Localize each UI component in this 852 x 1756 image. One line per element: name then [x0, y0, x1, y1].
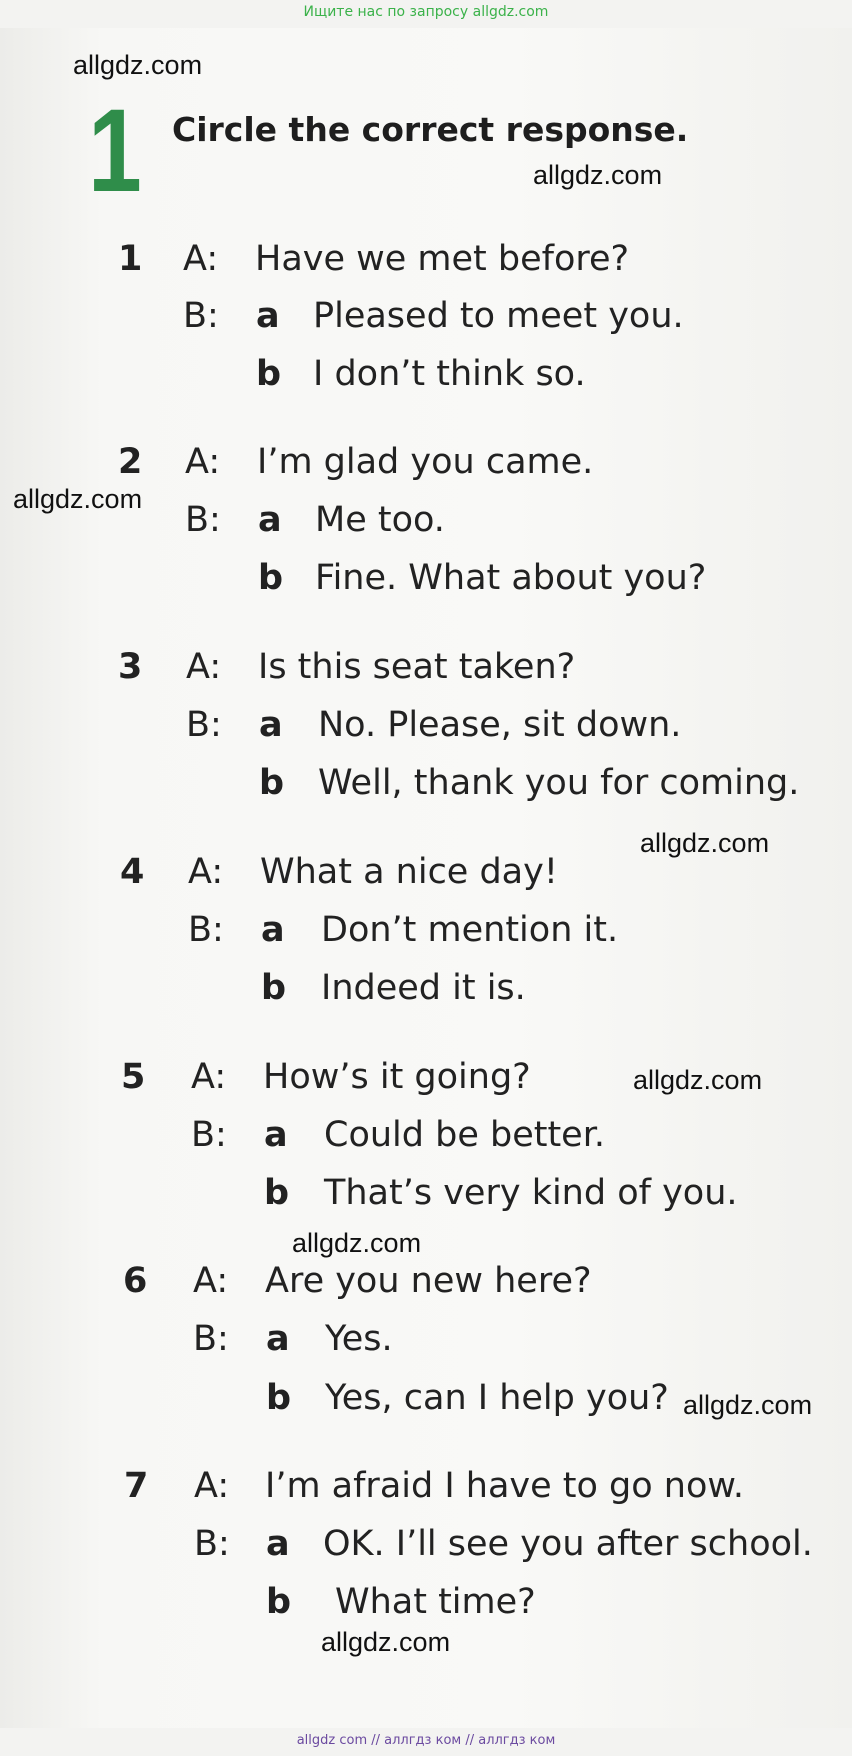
speaker-b-label: B:: [185, 500, 221, 540]
watermark: allgdz.com: [73, 50, 203, 80]
option-text[interactable]: What time?: [335, 1582, 536, 1622]
watermark: allgdz.com: [633, 1065, 763, 1095]
speaker-a-label: A:: [193, 1261, 229, 1301]
option-text[interactable]: That’s very kind of you.: [324, 1173, 738, 1213]
question-prompt: Is this seat taken?: [258, 647, 576, 687]
option-letter[interactable]: b: [264, 1173, 290, 1213]
question-prompt: I’m afraid I have to go now.: [265, 1466, 744, 1506]
speaker-b-label: B:: [191, 1115, 227, 1155]
top-banner: Ищите нас по запросу allgdz.com: [303, 4, 549, 20]
option-letter[interactable]: b: [266, 1378, 292, 1418]
watermark: allgdz.com: [321, 1627, 451, 1657]
option-text[interactable]: Don’t mention it.: [321, 910, 619, 950]
question-number: 1: [118, 239, 143, 279]
option-text[interactable]: Pleased to meet you.: [313, 296, 684, 336]
speaker-a-label: A:: [183, 239, 219, 279]
option-text[interactable]: Well, thank you for coming.: [318, 763, 800, 803]
bottom-banner: allgdz com // аллгдз ком // аллгдз ком: [296, 1733, 556, 1748]
watermark: allgdz.com: [683, 1390, 813, 1420]
speaker-a-label: A:: [191, 1057, 227, 1097]
speaker-b-label: B:: [183, 296, 219, 336]
speaker-a-label: A:: [188, 852, 224, 892]
option-text[interactable]: OK. I’ll see you after school.: [323, 1524, 813, 1564]
option-letter[interactable]: a: [256, 296, 280, 336]
option-text[interactable]: Fine. What about you?: [315, 558, 707, 598]
option-letter[interactable]: b: [256, 354, 282, 394]
option-text[interactable]: No. Please, sit down.: [318, 705, 682, 745]
option-letter[interactable]: a: [264, 1115, 288, 1155]
speaker-b-label: B:: [194, 1524, 230, 1564]
option-letter[interactable]: a: [266, 1524, 290, 1564]
option-text[interactable]: Indeed it is.: [321, 968, 526, 1008]
question-number: 7: [124, 1466, 149, 1506]
option-letter[interactable]: b: [259, 763, 285, 803]
speaker-b-label: B:: [188, 910, 224, 950]
option-letter[interactable]: b: [258, 558, 284, 598]
option-letter[interactable]: b: [261, 968, 287, 1008]
option-letter[interactable]: a: [266, 1319, 290, 1359]
question-number: 4: [120, 852, 145, 892]
watermark: allgdz.com: [640, 828, 770, 858]
option-text[interactable]: Me too.: [315, 500, 445, 540]
option-text[interactable]: I don’t think so.: [313, 354, 586, 394]
exercise-instruction: Circle the correct response.: [172, 110, 689, 149]
option-text[interactable]: Yes, can I help you?: [325, 1378, 669, 1418]
question-prompt: I’m glad you came.: [257, 442, 594, 482]
question-number: 2: [118, 442, 143, 482]
question-prompt: What a nice day!: [260, 852, 558, 892]
option-letter[interactable]: b: [266, 1582, 292, 1622]
exercise-number: 1: [88, 85, 142, 217]
speaker-a-label: A:: [186, 647, 222, 687]
speaker-b-label: B:: [186, 705, 222, 745]
speaker-b-label: B:: [193, 1319, 229, 1359]
option-letter[interactable]: a: [258, 500, 282, 540]
speaker-a-label: A:: [194, 1466, 230, 1506]
question-number: 3: [118, 647, 143, 687]
option-letter[interactable]: a: [259, 705, 283, 745]
question-prompt: Have we met before?: [255, 239, 630, 279]
option-letter[interactable]: a: [261, 910, 285, 950]
speaker-a-label: A:: [185, 442, 221, 482]
watermark: allgdz.com: [13, 484, 143, 514]
question-number: 6: [123, 1261, 148, 1301]
question-number: 5: [121, 1057, 146, 1097]
watermark: allgdz.com: [533, 160, 663, 190]
watermark: allgdz.com: [292, 1228, 422, 1258]
option-text[interactable]: Could be better.: [324, 1115, 606, 1155]
option-text[interactable]: Yes.: [325, 1319, 393, 1359]
question-prompt: Are you new here?: [265, 1261, 592, 1301]
question-prompt: How’s it going?: [263, 1057, 531, 1097]
